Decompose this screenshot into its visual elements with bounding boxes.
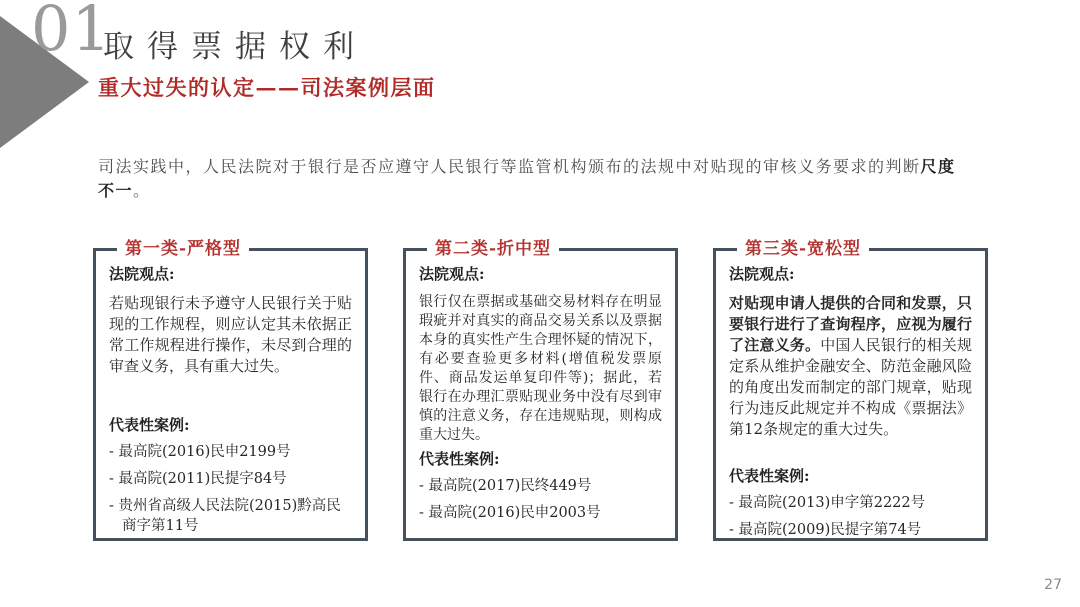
- category-box-lenient: [713, 239, 988, 541]
- cases-label: 代表性案例:: [729, 467, 810, 485]
- opinion-bold: 对贴现申请人提供的合同和发票，只要银行进行了查询程序，应视为履行了注意义务。: [729, 294, 972, 354]
- opinion-text: [729, 293, 972, 440]
- case-item: - 最高院(2016)民申2003号: [419, 505, 601, 521]
- section-title: 取得票据权利: [103, 29, 367, 65]
- case-item: - 最高院(2009)民提字第74号: [729, 522, 922, 538]
- slide-subtitle: 重大过失的认定——司法案例层面: [98, 75, 436, 100]
- category-box-title: 第三类-宽松型: [737, 237, 869, 261]
- opinion-text: [419, 293, 662, 445]
- intro-period: 。: [133, 181, 151, 200]
- opinion-label: 法院观点:: [729, 265, 795, 283]
- case-item: - 最高院(2017)民终449号: [419, 478, 592, 494]
- opinion-label: 法院观点:: [109, 265, 175, 283]
- category-box-title: 第一类-严格型: [117, 237, 249, 261]
- intro-bold-phrase: 尺度不一: [98, 157, 956, 200]
- intro-paragraph: [98, 155, 958, 203]
- case-item: - 最高院(2013)申字第2222号: [729, 495, 926, 511]
- cases-label: 代表性案例:: [419, 450, 500, 468]
- opinion-body: 若贴现银行未予遵守人民银行关于贴现的工作规程，则应认定其未依据正常工作规程进行操作，未尽到合理的审查义务，具有重大过失。: [109, 294, 352, 375]
- case-item: - 贵州省高级人民法院(2015)黔高民商字第11号: [109, 498, 341, 534]
- category-box-strict: [93, 239, 368, 541]
- case-item: - 最高院(2011)民提字84号: [109, 471, 287, 487]
- opinion-text: [109, 293, 352, 377]
- cases-label: 代表性案例:: [109, 416, 190, 434]
- category-box-title: 第二类-折中型: [427, 237, 559, 261]
- page-number: 27: [1044, 577, 1062, 593]
- category-box-moderate: [403, 239, 678, 541]
- opinion-body: 银行仅在票据或基础交易材料存在明显瑕疵并对真实的商品交易关系以及票据本身的真实性产生合理怀疑的情况下，有必要查验更多材料(增值税发票原件、商品发运单复印件等)；据此，若银行在办理汇票贴现业务中没有尽到审慎的注意义务，存在违规贴现，则构成重大过失。: [419, 294, 662, 443]
- case-item: - 最高院(2016)民申2199号: [109, 444, 291, 460]
- section-number: 01: [31, 0, 112, 65]
- intro-text: 司法实践中，人民法院对于银行是否应遵守人民银行等监管机构颁布的法规中对贴现的审核义务要求的判断: [98, 157, 921, 176]
- opinion-body: 中国人民银行的相关规定系从维护金融安全、防范金融风险的角度出发而制定的部门规章，贴现行为违反此规定并不构成《票据法》第12条规定的重大过失。: [729, 336, 972, 438]
- opinion-label: 法院观点:: [419, 265, 485, 283]
